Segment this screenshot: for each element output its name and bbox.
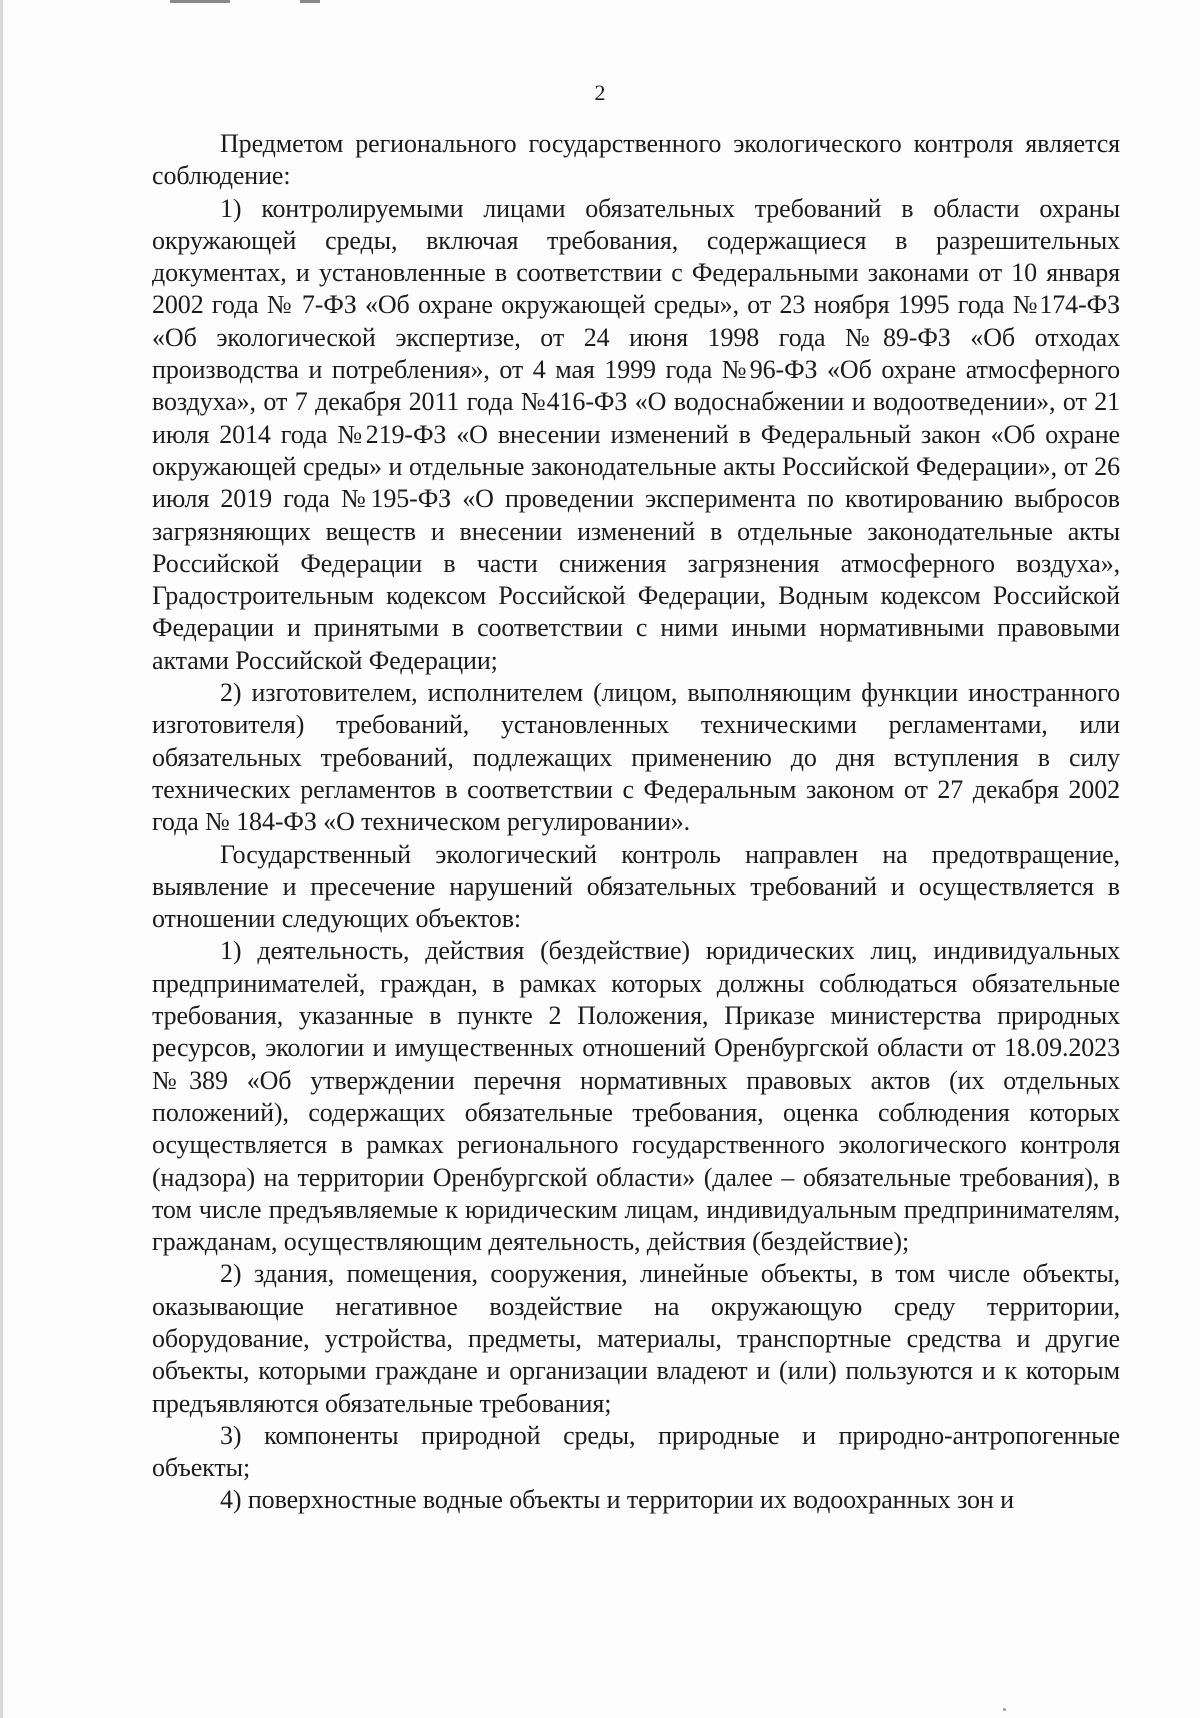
paragraph-object-item-1: 1) деятельность, действия (бездействие) юридических лиц, индивидуальных предпринимателей, граждан, в рамках которых должны соблюдаться обязательные требования, указанные в пункте 2 Положения, Приказе министерства природных ресурсов, экологии и имущественных отношений Оренбургской области от 18.09.2023 №389 «Об утверждении перечня нормативных правовых актов (их отдельных положений), содержащих обязательные требования, оценка соблюдения которых осуществляется в рамках регионального государственного экологического контроля (надзора) на территории Оренбургской области» (далее – обязательные требования), в том числе предъявляемые к юридическим лицам, индивидуальным предпринимателям, гражданам, осуществляющим деятельность, действия (бездействие);	[152, 936, 1120, 1257]
paragraph-subject-intro: Предметом регионального государственного экологического контроля является соблюдение:	[152, 129, 1120, 191]
scan-mark	[300, 0, 320, 3]
scan-edge	[0, 0, 3, 1718]
paragraph-object-item-2: 2) здания, помещения, сооружения, линейные объекты, в том числе объекты, оказывающие негативное воздействие на окружающую среду территории, оборудование, устройства, предметы, материалы, транспортные средства и другие объекты, которыми граждане и организации владеют и (или) пользуются и к которым предъявляются обязательные требования;	[152, 1259, 1120, 1418]
scan-mark	[170, 0, 230, 3]
paragraph-subject-item-2: 2) изготовителем, исполнителем (лицом, выполняющим функции иностранного изготовителя) требований, установленных техническими регламентами, или обязательных требований, подлежащих применению до дня вступления в силу технических регламентов в соответствии с Федеральным законом от 27 декабря 2002 года № 184-ФЗ «О техническом регулировании».	[152, 678, 1120, 837]
paragraph-subject-item-1: 1) контролируемыми лицами обязательных требований в области охраны окружающей среды, включая требования, содержащиеся в разрешительных документах, и установленные в соответствии с Федеральными законами от 10 января 2002 года № 7-ФЗ «Об охране окружающей среды», от 23 ноября 1995 года №174-ФЗ «Об экологической экспертизе, от 24 июня 1998 года №89-ФЗ «Об отходах производства и потребления», от 4 мая 1999 года №96-ФЗ «Об охране атмосферного воздуха», от 7 декабря 2011 года №416-ФЗ «О водоснабжении и водоотведении», от 21 июля 2014 года №219-ФЗ «О внесении изменений в Федеральный закон «Об охране окружающей среды» и отдельные законодательные акты Российской Федерации», от 26 июля 2019 года №195-ФЗ «О проведении эксперимента по квотированию выбросов загрязняющих веществ и внесении изменений в отдельные законодательные акты Российской Федерации в части снижения загрязнения атмосферного воздуха», Градостроительным кодексом Российской Федерации, Водным кодексом Российской Федерации и принятыми в соответствии с ними иными нормативными правовыми актами Российской Федерации;	[152, 193, 1120, 675]
paragraph-control-intro: Государственный экологический контроль направлен на предотвращение, выявление и пресечение нарушений обязательных требований и осуществляется в отношении следующих объектов:	[152, 839, 1120, 934]
scan-speck	[1003, 1708, 1006, 1711]
document-body	[152, 128, 1120, 1517]
paragraph-object-item-3: 3) компоненты природной среды, природные и природно-антропогенные объекты;	[152, 1420, 1120, 1483]
page-number: 2	[594, 80, 606, 105]
paragraph-object-item-4: 4) поверхностные водные объекты и территории их водоохранных зон и	[220, 1485, 1014, 1515]
